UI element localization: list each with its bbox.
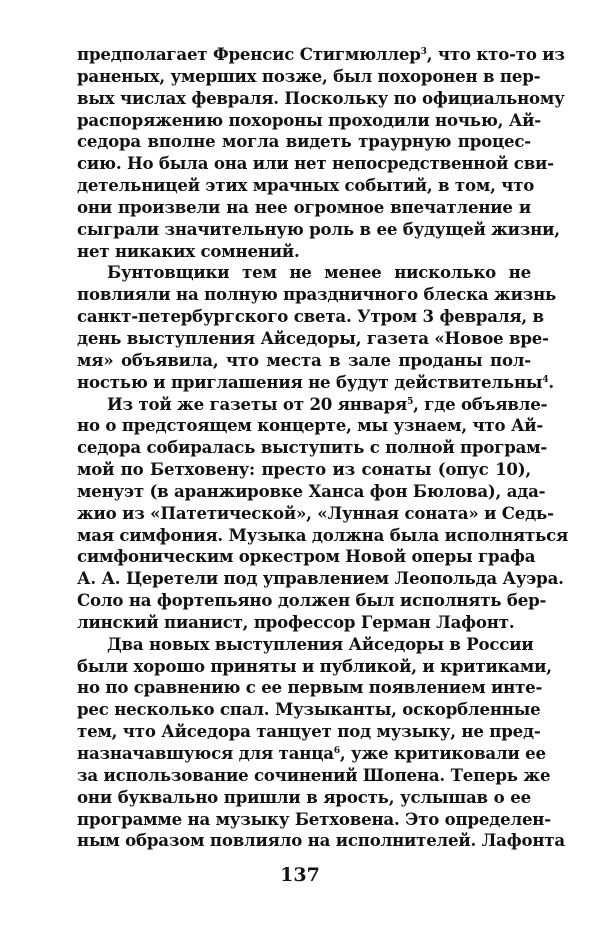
- text-line: [77, 699, 541, 721]
- text-segment: санкт-петербургского света. Утром 3 февраля, в: [77, 306, 544, 327]
- text-line: [77, 633, 534, 656]
- text-line: [77, 393, 548, 416]
- text-segment: распоряжению похороны проходили ночью, Ай-: [77, 109, 541, 130]
- text-segment: мя» объявила, что места в зале проданы пол-: [77, 349, 531, 370]
- text-line: [77, 87, 565, 110]
- text-segment: они буквально пришли в ярость, услышав о ее: [77, 786, 531, 807]
- text-line: [77, 131, 531, 153]
- text-segment: повлияли на полную праздничного блеска жизнь: [77, 284, 557, 305]
- text-line: [77, 153, 554, 175]
- text-line: [77, 175, 535, 197]
- text-segment: линский пианист, профессор Герман Лафонт.: [77, 611, 515, 632]
- text-segment: Два новых выступления Айседоры в России: [107, 633, 534, 654]
- text-segment: жио из «Патетической», «Лунная соната» и Седь-: [77, 502, 554, 523]
- text-segment: седора собиралась выступить с полной програм-: [77, 437, 548, 458]
- text-segment: .: [548, 371, 554, 392]
- text-segment: программе на музыку Бетховена. Это определен-: [77, 808, 551, 829]
- text-line: [77, 721, 541, 743]
- text-segment: вых числах февраля. Поскольку по официальному: [77, 87, 565, 108]
- text-segment: Бунтовщики тем не менее нисколько не: [107, 262, 531, 283]
- text-line: [77, 524, 569, 547]
- text-segment: нет никаких сомнений.: [77, 240, 300, 261]
- text-line: [77, 612, 531, 634]
- text-segment: ным образом повлияло на исполнителей. Лафонта: [77, 830, 565, 851]
- footnote-marker: 3: [420, 47, 427, 57]
- text-segment: но о предстоящем концерте, мы узнаем, что Ай-: [77, 415, 544, 436]
- text-segment: рес несколько спал. Музыканты, оскорбленные: [77, 699, 541, 720]
- text-line: [77, 459, 531, 481]
- text-line: [77, 371, 554, 394]
- text-line: [77, 655, 552, 678]
- page-number: 137: [280, 864, 320, 886]
- text-segment: но по сравнению с ее первым появлением инте-: [77, 677, 543, 698]
- footnote-marker: 5: [407, 396, 414, 407]
- text-segment: они произвели на нее огромное впечатление и: [77, 196, 531, 217]
- text-line: [77, 327, 549, 350]
- text-segment: менуэт (в аранжировке Ханса фон Бюлова), ада-: [77, 480, 546, 501]
- text-line: [77, 830, 565, 852]
- text-segment: , что кто-то из: [426, 44, 565, 64]
- text-line: [77, 109, 541, 132]
- text-segment: сыграли значительную роль в ее будущей жизни,: [77, 218, 560, 239]
- text-segment: за использование сочинений Шопена. Теперь же: [77, 764, 551, 785]
- text-segment: раненых, умерших позже, был похоронен в пер-: [77, 65, 541, 86]
- text-segment: , уже критиковали ее: [339, 743, 546, 763]
- text-line: [77, 415, 544, 437]
- text-line: [77, 502, 554, 525]
- footnote-marker: 4: [542, 374, 549, 385]
- text-segment: назначавшуюся для танца: [77, 743, 334, 763]
- text-segment: тем, что Айседора танцует под музыку, не пред-: [77, 721, 541, 742]
- text-segment: детельницей этих мрачных событий, в том, что: [77, 175, 535, 196]
- text-segment: седора вполне могла видеть траурную процес-: [77, 131, 531, 152]
- text-line: [77, 480, 546, 503]
- text-segment: предполагает Френсис Стигмюллер: [77, 44, 421, 64]
- text-line: [77, 677, 543, 699]
- text-line: [77, 241, 531, 263]
- footnote-marker: 6: [333, 746, 340, 756]
- text-line: [77, 262, 531, 284]
- text-line: [77, 197, 531, 219]
- text-segment: ностью и приглашения не будут действительны: [77, 371, 543, 392]
- text-segment: , где объявле-: [413, 393, 548, 414]
- text-segment: мой по Бетховену: престо из сонаты (опус 10),: [77, 459, 531, 480]
- text-segment: Соло на фортепьяно должен был исполнять бер-: [77, 590, 547, 611]
- text-line: [77, 218, 560, 241]
- text-line: [77, 44, 565, 66]
- text-line: [77, 808, 551, 831]
- text-segment: день выступления Айседоры, газета «Новое вре-: [77, 327, 549, 348]
- text-line: [77, 546, 536, 568]
- text-line: [77, 764, 551, 787]
- text-segment: мая симфония. Музыка должна была исполняться: [77, 524, 569, 545]
- text-line: [77, 568, 564, 590]
- text-line: [77, 437, 548, 459]
- text-line: [77, 743, 546, 765]
- body-text: [77, 44, 569, 852]
- text-line: [77, 284, 557, 306]
- text-segment: сию. Но была она или нет непосредственной сви-: [77, 153, 554, 174]
- text-line: [77, 787, 531, 809]
- text-segment: А. А. Церетели под управлением Леопольда Ауэра.: [77, 568, 564, 589]
- text-line: [77, 350, 531, 372]
- text-line: [77, 590, 547, 612]
- text-line: [77, 65, 541, 88]
- text-line: [77, 306, 544, 328]
- text-segment: были хорошо приняты и публикой, и критиками,: [77, 655, 552, 676]
- text-segment: Из той же газеты от 20 января: [107, 393, 408, 414]
- text-segment: симфоническим оркестром Новой оперы графа: [77, 546, 536, 567]
